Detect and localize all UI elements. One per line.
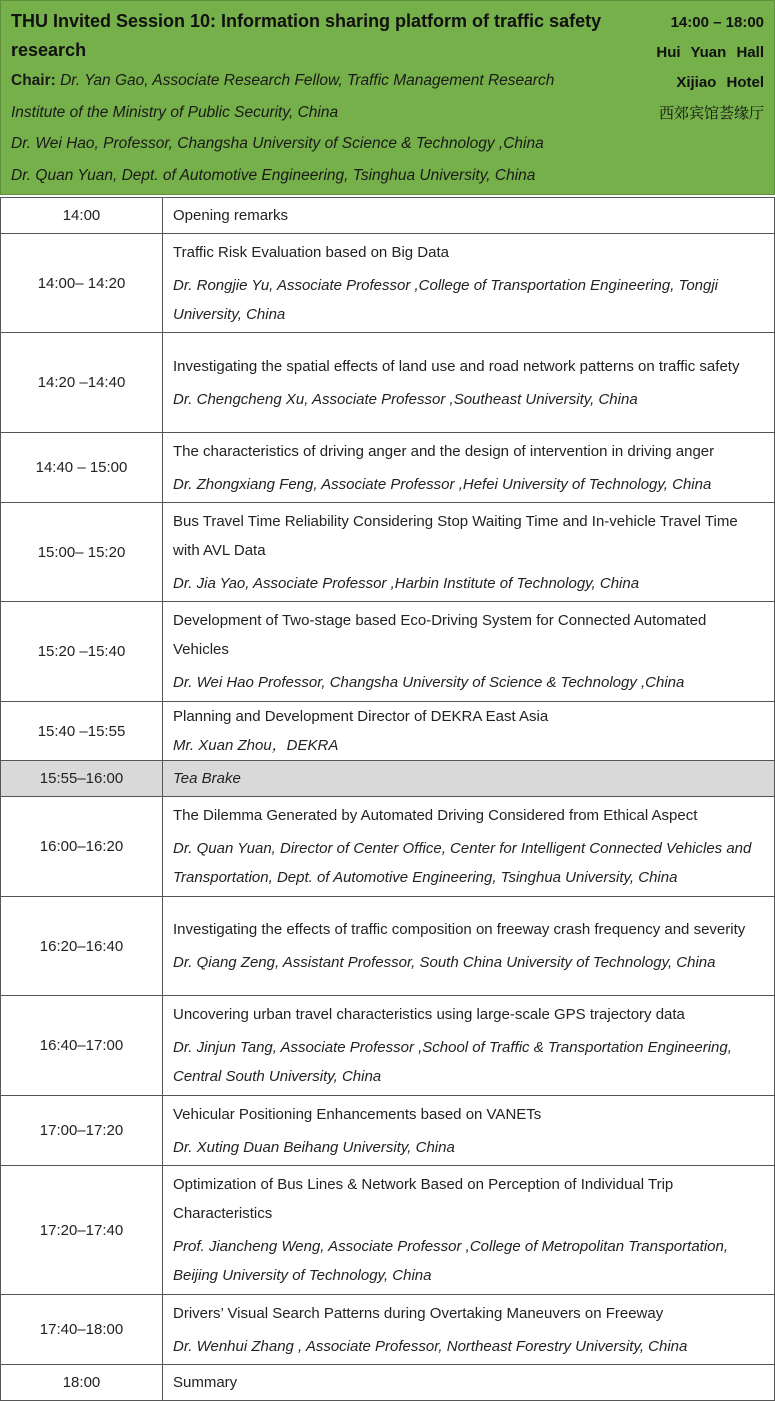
schedule-row: [1, 433, 775, 503]
session-header: [0, 0, 775, 195]
slot-time: 14:00– 14:20: [1, 234, 163, 333]
slot-content: [163, 1166, 775, 1295]
talk-title: Optimization of Bus Lines & Network Based on Perception of Individual Trip Characteristics: [173, 1176, 674, 1222]
speaker: Mr. Xuan Zhou，DEKRA: [173, 737, 339, 754]
schedule-row: [1, 503, 775, 602]
slot-content: [163, 761, 775, 797]
slot-content: [163, 996, 775, 1096]
speaker: Dr. Quan Yuan, Director of Center Office, Center for Intelligent Connected Vehicles and Transportation, Dept. of Automotive Engineering, Tsinghua University, China: [173, 840, 752, 886]
slot-time: 16:00–16:20: [1, 797, 163, 897]
slot-time: 17:20–17:40: [1, 1166, 163, 1295]
slot-content: [163, 1096, 775, 1166]
session-time-venue: [604, 8, 764, 128]
slot-time: 17:00–17:20: [1, 1096, 163, 1166]
schedule-row: [1, 996, 775, 1096]
slot-time: 14:40 – 15:00: [1, 433, 163, 503]
venue-hotel: Xijiao Hotel: [676, 74, 764, 91]
slot-content: [163, 1365, 775, 1401]
chair-name-1: Dr. Yan Gao, Associate Research Fellow, Traffic Management Research Institute of the Ministry of Public Security, China: [11, 72, 555, 121]
chair-line-3: Dr. Quan Yuan, Dept. of Automotive Engineering, Tsinghua University, China: [11, 166, 536, 184]
slot-title: Summary: [173, 1374, 238, 1391]
slot-content: [163, 702, 775, 761]
talk-title: Drivers’ Visual Search Patterns during Overtaking Maneuvers on Freeway: [173, 1304, 664, 1322]
speaker: Dr. Rongjie Yu, Associate Professor ,College of Transportation Engineering, Tongji University, China: [173, 276, 719, 323]
slot-time: 16:20–16:40: [1, 897, 163, 996]
slot-title: Tea Brake: [173, 770, 241, 787]
schedule-row: [1, 1295, 775, 1365]
slot-time: 14:20 –14:40: [1, 333, 163, 433]
speaker: Dr. Qiang Zeng, Assistant Professor, South China University of Technology, China: [173, 954, 716, 971]
slot-time: 17:40–18:00: [1, 1295, 163, 1365]
session-title: THU Invited Session 10: Information sharing platform of traffic safety research: [11, 11, 602, 60]
schedule-row: [1, 602, 775, 702]
speaker: Dr. Wenhui Zhang , Associate Professor, Northeast Forestry University, China: [173, 1337, 688, 1355]
slot-time: 15:55–16:00: [1, 761, 163, 797]
slot-content: [163, 234, 775, 333]
schedule-row: [1, 333, 775, 433]
slot-time: 15:20 –15:40: [1, 602, 163, 702]
speaker: Dr. Jia Yao, Associate Professor ,Harbin Institute of Technology, China: [173, 574, 640, 592]
slot-content: [163, 602, 775, 702]
talk-title: Development of Two-stage based Eco-Driving System for Connected Automated Vehicles: [173, 612, 707, 658]
schedule-row-break: [1, 761, 775, 797]
venue-chinese: 西郊宾馆荟缘厅: [658, 104, 764, 122]
session-info: [11, 7, 611, 191]
schedule-row: [1, 797, 775, 897]
speaker: Dr. Wei Hao Professor, Changsha University of Science & Technology ,China: [173, 674, 685, 691]
schedule-row: [1, 897, 775, 996]
talk-title: Vehicular Positioning Enhancements based on VANETs: [173, 1105, 542, 1123]
venue-hall: Hui Yuan Hall: [656, 44, 764, 61]
slot-content: [163, 433, 775, 503]
talk-title: Uncovering urban travel characteristics using large-scale GPS trajectory data: [173, 1006, 685, 1023]
session-time: 14:00 – 18:00: [670, 14, 764, 31]
slot-time: 15:00– 15:20: [1, 503, 163, 602]
slot-time: 15:40 –15:55: [1, 702, 163, 761]
slot-content: [163, 198, 775, 234]
speaker: Prof. Jiancheng Weng, Associate Professor ,College of Metropolitan Transportation, Beijing University of Technology, China: [173, 1238, 729, 1284]
talk-title: Investigating the spatial effects of land use and road network patterns on traffic safety: [173, 357, 740, 375]
slot-content: [163, 1295, 775, 1365]
schedule-row: [1, 234, 775, 333]
slot-content: [163, 333, 775, 433]
speaker: Dr. Xuting Duan Beihang University, China: [173, 1138, 455, 1156]
speaker: Dr. Chengcheng Xu, Associate Professor ,Southeast University, China: [173, 390, 638, 408]
schedule-row: [1, 702, 775, 761]
schedule-row: [1, 1365, 775, 1401]
slot-content: [163, 897, 775, 996]
schedule-row: [1, 1166, 775, 1295]
schedule-row: [1, 1096, 775, 1166]
slot-content: [163, 503, 775, 602]
schedule-row: [1, 198, 775, 234]
talk-title: Bus Travel Time Reliability Considering Stop Waiting Time and In-vehicle Travel Time with AVL Data: [173, 512, 738, 559]
slot-time: 18:00: [1, 1365, 163, 1401]
talk-title: The Dilemma Generated by Automated Driving Considered from Ethical Aspect: [173, 807, 698, 824]
speaker: Dr. Zhongxiang Feng, Associate Professor ,Hefei University of Technology, China: [173, 475, 712, 493]
talk-title: Investigating the effects of traffic composition on freeway crash frequency and severity: [173, 921, 746, 938]
talk-title: The characteristics of driving anger and the design of intervention in driving anger: [173, 442, 715, 460]
chair-label: Chair:: [11, 72, 56, 89]
chair-line-1: [11, 65, 611, 128]
talk-title: Traffic Risk Evaluation based on Big Data: [173, 243, 449, 261]
talk-title: Planning and Development Director of DEKRA East Asia: [173, 708, 549, 725]
schedule-table: [0, 197, 775, 1401]
chair-line-2: Dr. Wei Hao, Professor, Changsha University of Science & Technology ,China: [11, 135, 544, 152]
slot-content: [163, 797, 775, 897]
slot-time: 14:00: [1, 198, 163, 234]
slot-title: Opening remarks: [173, 207, 289, 224]
speaker: Dr. Jinjun Tang, Associate Professor ,School of Traffic & Transportation Engineering, Central South University, China: [173, 1039, 732, 1085]
slot-time: 16:40–17:00: [1, 996, 163, 1096]
